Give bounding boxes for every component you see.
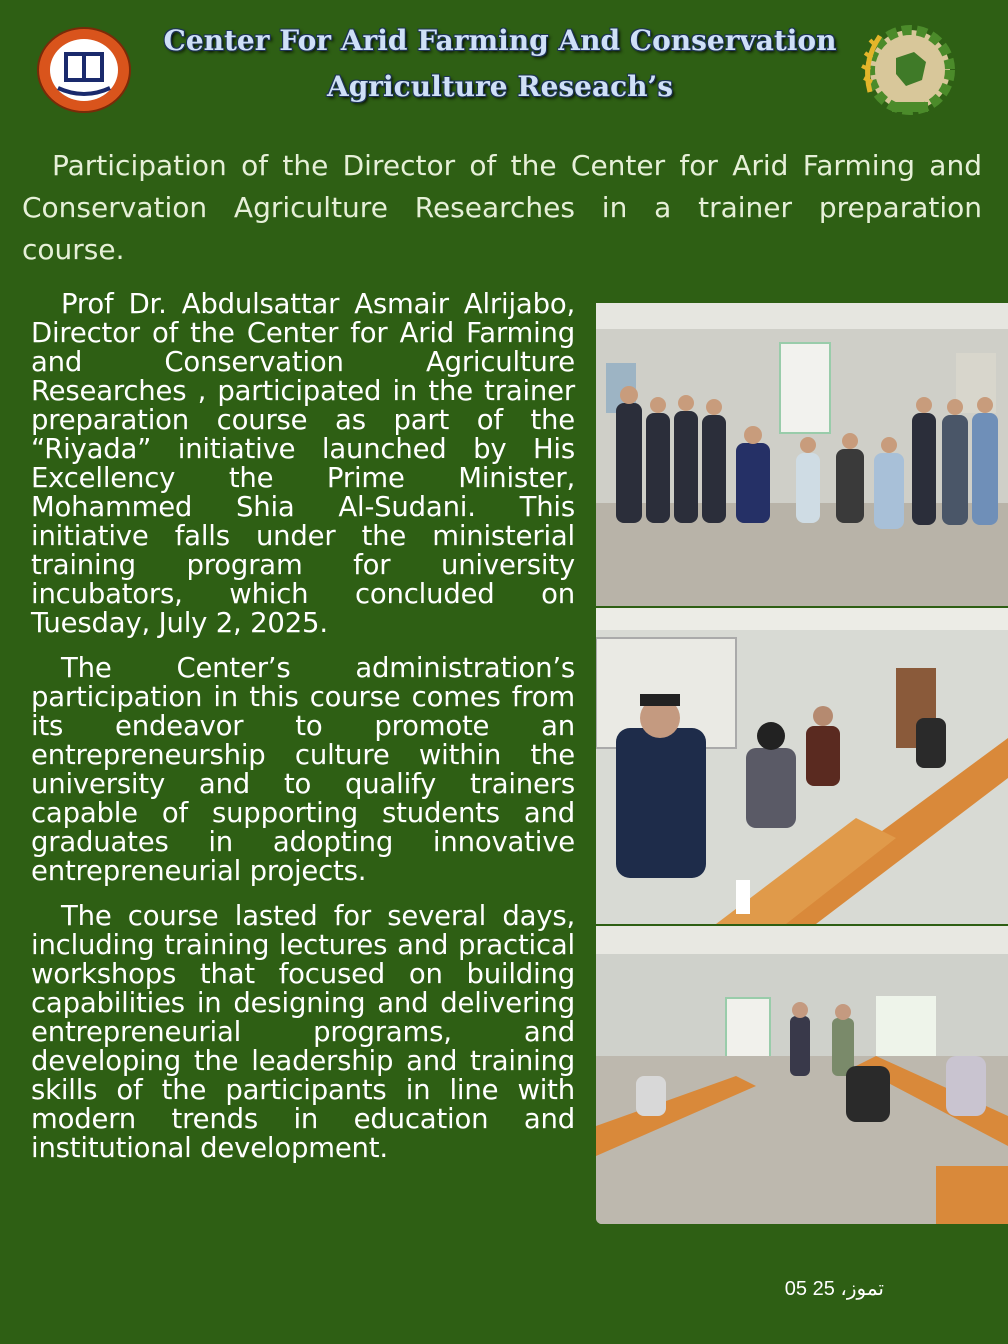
paragraph-2: The Center’s administration’s participation in this course comes from its endeavor to promote an entrepreneurship culture within the university and to qualify trainers capable of supporting students and graduates in adopting innovative entrepreneurial projects. — [31, 652, 575, 887]
classroom-photo-icon — [596, 608, 1008, 924]
title-line-2: Agriculture Reseach’s — [326, 70, 674, 103]
article-subtitle: Participation of the Director of the Center for Arid Farming and Conservation Agriculture Researches in a trainer preparation course. — [22, 149, 982, 266]
page-title — [140, 18, 860, 110]
workshop-photo-icon — [596, 926, 1008, 1224]
university-seal-icon — [36, 26, 132, 114]
group-photo-icon — [596, 303, 1008, 606]
publication-date: 05 تموز، 25 — [784, 1278, 884, 1300]
paragraph-1: Prof Dr. Abdulsattar Asmair Alrijabo, Director of the Center for Arid Farming and Conservation Agriculture Researches , participated in the trainer preparation course as part of the “Riyada” initiative launched by His Excellency the Prime Minister, Mohammed Shia Al-Sudani. This initiative falls under the ministerial training program for university incubators, which concluded on Tuesday, July 2, 2025. — [31, 288, 575, 639]
title-line-1: Center For Arid Farming And Conservation — [163, 24, 837, 57]
center-emblem-icon — [856, 22, 960, 118]
article-body — [31, 290, 575, 1179]
paragraph-3: The course lasted for several days, including training lectures and practical workshops that focused on building capabilities in designing and delivering entrepreneurial programs, and developing the leadership and training skills of the participants in line with modern trends in education and institutional development. — [31, 900, 575, 1164]
